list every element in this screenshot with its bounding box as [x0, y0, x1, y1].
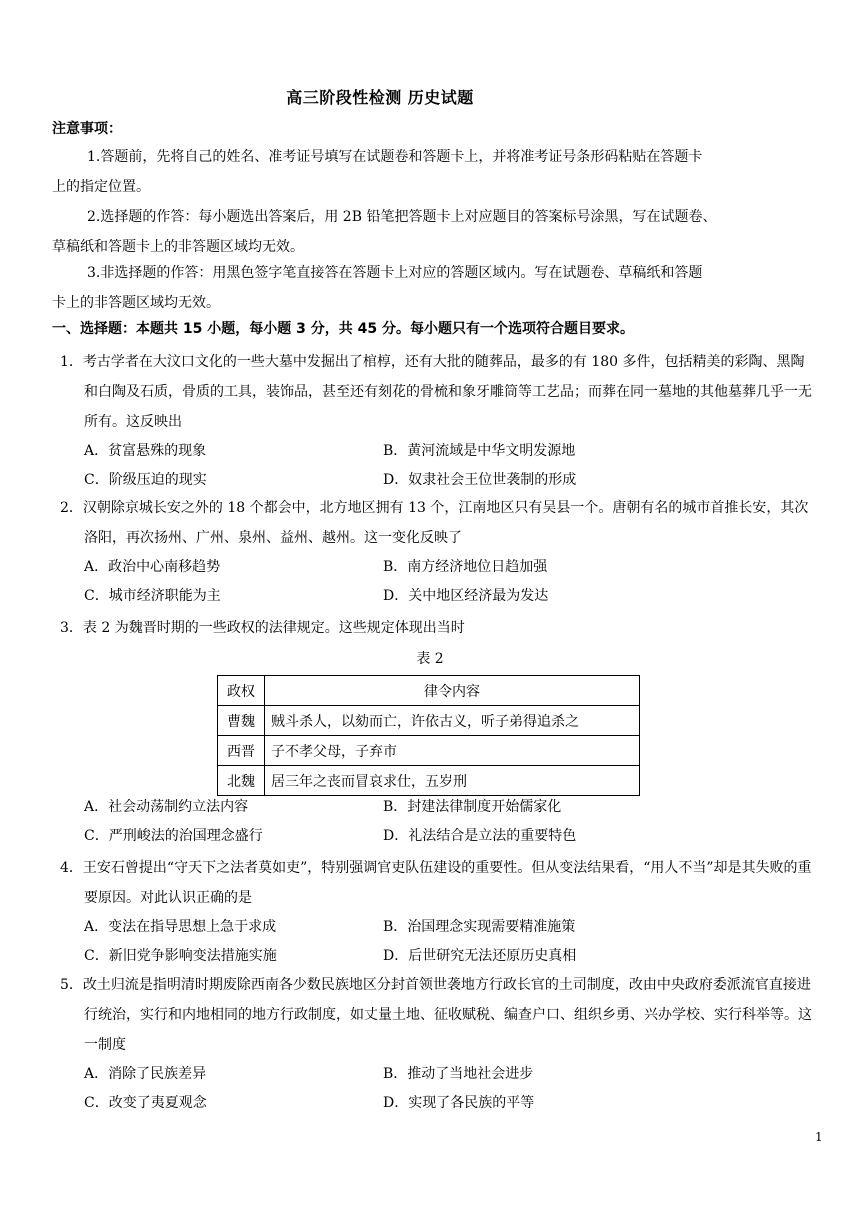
notice-item-3-line2: 卡上的非答题区域均无效。 — [52, 295, 220, 311]
table-cell: 子不孝父母，子弃市 — [265, 736, 640, 766]
question-5 — [60, 970, 812, 1118]
question-3-options — [60, 793, 812, 851]
notice-item-2-line1: 2.选择题的作答：每小题选出答案后，用 2B 铅笔把答题卡上对应题目的答案标号涂黑，写在试题卷、 — [87, 209, 717, 225]
table-cell: 贼斗杀人，以劾而亡，许依古义，听子弟得追杀之 — [265, 706, 640, 736]
table-header-row — [218, 676, 640, 706]
notice-item-1 — [52, 142, 812, 202]
table-caption: 表 2 — [416, 651, 444, 667]
option-a: A．社会动荡制约立法内容 — [84, 799, 249, 815]
table-row — [218, 766, 640, 796]
table-header-cell: 律令内容 — [265, 676, 640, 706]
section-heading: 一、选择题：本题共 15 小题，每小题 3 分，共 45 分。每小题只有一个选项符合题目要求。 — [52, 321, 634, 337]
question-5-options — [60, 1060, 812, 1118]
option-a: A．消除了民族差异 — [84, 1066, 207, 1082]
notice-item-1-line1: 1.答题前，先将自己的姓名、准考证号填写在试题卷和答题卡上，并将准考证号条形码粘贴在答题卡 — [87, 149, 703, 165]
table-cell: 北魏 — [218, 766, 265, 796]
option-c: C．城市经济职能为主 — [84, 588, 221, 604]
question-4 — [60, 853, 812, 971]
option-c: C．阶级压迫的现实 — [84, 472, 207, 488]
table-row — [218, 706, 640, 736]
table-cell: 居三年之丧而冒哀求仕，五岁刑 — [265, 766, 640, 796]
question-2-stem: 2．汉朝除京城长安之外的 18 个都会中，北方地区拥有 13 个，江南地区只有吴县一个。唐朝有名的城市首推长安，其次洛阳，再次扬州、广州、泉州、益州、越州。这一变化反映了 — [60, 500, 809, 546]
question-1 — [60, 347, 812, 495]
option-b: B．治国理念实现需要精准施策 — [383, 919, 576, 935]
question-2 — [60, 493, 812, 611]
option-b: B．封建法律制度开始儒家化 — [383, 799, 562, 815]
option-d: D．后世研究无法还原历史真相 — [383, 948, 577, 964]
table-cell: 西晋 — [218, 736, 265, 766]
question-4-stem: 4．王安石曾提出“守天下之法者莫如吏”，特别强调官吏队伍建设的重要性。但从变法结果看，“用人不当”却是其失败的重要原因。对此认识正确的是 — [60, 860, 812, 906]
question-2-options — [60, 553, 812, 611]
question-3-stem: 3．表 2 为魏晋时期的一些政权的法律规定。这些规定体现出当时 — [60, 620, 465, 636]
option-b: B．推动了当地社会进步 — [383, 1066, 534, 1082]
option-d: D．关中地区经济最为发达 — [383, 588, 549, 604]
law-table — [217, 675, 640, 796]
option-b: B．南方经济地位日趋加强 — [383, 559, 548, 575]
option-d: D．礼法结合是立法的重要特色 — [383, 828, 577, 844]
question-3 — [60, 613, 812, 643]
option-c: C．改变了夷夏观念 — [84, 1095, 207, 1111]
option-d: D．实现了各民族的平等 — [383, 1095, 535, 1111]
option-b: B．黄河流域是中华文明发源地 — [383, 443, 576, 459]
question-1-options — [60, 437, 812, 495]
option-c: C．严刑峻法的治国理念盛行 — [84, 828, 263, 844]
question-5-stem: 5．改土归流是指明清时期废除西南各少数民族地区分封首领世袭地方行政长官的土司制度，改由中央政府委派流官直接进行统治，实行和内地相同的地方行政制度，如丈量土地、征收赋税、编查户口、组织乡勇、兴办学校、实行科举等。这一制度 — [60, 977, 812, 1053]
table-header-cell: 政权 — [218, 676, 265, 706]
notice-item-2 — [52, 202, 812, 262]
notice-item-3 — [52, 258, 812, 318]
question-4-options — [60, 913, 812, 971]
option-c: C．新旧党争影响变法措施实施 — [84, 948, 277, 964]
notice-item-3-line1: 3.非选择题的作答：用黑色签字笔直接答在答题卡上对应的答题区域内。写在试题卷、草稿纸和答题 — [87, 265, 703, 281]
page-title: 高三阶段性检测 历史试题 — [286, 88, 474, 107]
question-1-stem: 1．考古学者在大汶口文化的一些大墓中发掘出了棺椁，还有大批的随葬品，最多的有 180 多件，包括精美的彩陶、黑陶和白陶及石质，骨质的工具，装饰品，甚至还有刻花的骨梳和象牙雕筒等工艺品；而葬在同一墓地的其他墓葬几乎一无所有。这反映出 — [60, 354, 812, 430]
option-a: A．政治中心南移趋势 — [84, 559, 221, 575]
option-a: A．变法在指导思想上急于求成 — [84, 919, 277, 935]
notice-heading: 注意事项： — [52, 121, 122, 137]
table-row — [218, 736, 640, 766]
question-3-options-block — [60, 793, 812, 851]
notice-item-2-line2: 草稿纸和答题卡上的非答题区域均无效。 — [52, 239, 304, 255]
option-d: D．奴隶社会王位世袭制的形成 — [383, 472, 577, 488]
table-cell: 曹魏 — [218, 706, 265, 736]
page-number: 1 — [815, 1130, 823, 1144]
option-a: A．贫富悬殊的现象 — [84, 443, 207, 459]
notice-item-1-line2: 上的指定位置。 — [52, 179, 150, 195]
